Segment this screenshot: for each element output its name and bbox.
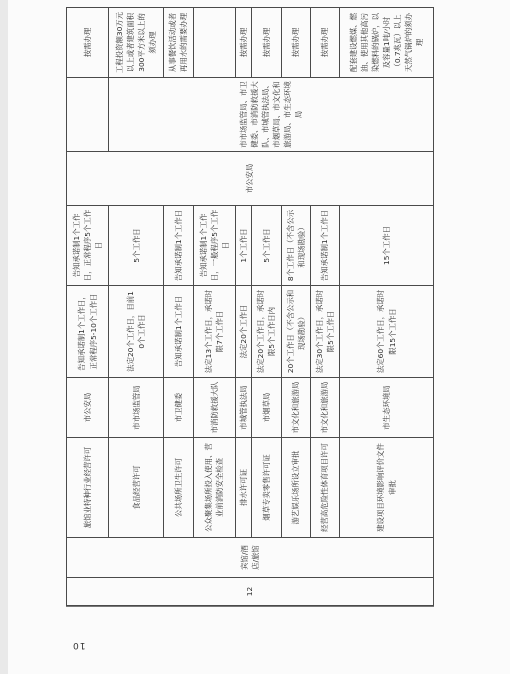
note-cell: 工程投资额30万元以上或者建筑面积300平方米以上的须办理 [109,8,164,78]
note-cell: 按需办理 [252,8,281,78]
page-number: 10 [72,640,86,650]
shared-dept-cell: 市公安局 [67,152,434,206]
fire-cell [67,78,109,152]
dept-cell: 市文化和旅游局 [281,378,310,438]
promise-cell: 8个工作日（不含公示和现场勘验） [281,206,310,286]
statutory-cell: 法定20个工作日，目前10个工作日 [109,286,164,378]
promise-cell: 告知承诺制1个工作日 [164,206,193,286]
page-bottom-rule [66,606,434,607]
statutory-cell: 法定60个工作日，承诺时限15个工作日 [340,286,434,378]
promise-cell: 告知承诺制1个工作日，正常程序5个工作日 [67,206,109,286]
table-row [109,8,164,606]
statutory-cell: 法定20个工作日，承诺时限5个工作日内 [252,286,281,378]
note-cell: 配套建设燃煤、燃油、使用其他高污染燃料的锅炉，以及容量1吨/小时（0.7兆瓦）以上天然气锅炉的须办理 [340,8,434,78]
dept-cell: 市烟草局 [252,378,281,438]
dept-cell: 市市场监管局 [109,378,164,438]
item-cell: 公共场所卫生许可 [164,438,193,538]
item-cell: 经营高危险性体育项目许可 [310,438,339,538]
approval-table [66,7,434,606]
note-cell: 从事餐饮活动或者再用水的需要办理 [164,8,193,78]
note-cell: 按需办理 [235,8,251,78]
item-cell: 食品经营许可 [109,438,164,538]
promise-cell: 告知承诺制1个工作日，一般程序5个工作日 [193,206,235,286]
item-cell: 排水许可证 [235,438,251,538]
note-cell: 按需办理 [67,8,109,78]
statutory-cell: 法定13个工作日，承诺时限7个工作日 [193,286,235,378]
statutory-cell: 法定20个工作日 [235,286,251,378]
table-row [67,8,109,606]
dept-cell: 市公安局 [67,378,109,438]
statutory-cell: 告知承诺制1个工作日 [164,286,193,378]
rotated-table-container [66,8,434,606]
page-edge [0,0,8,674]
promise-cell: 5个工作日 [252,206,281,286]
note-cell: 按需办理 [281,8,310,78]
item-cell: 公众聚集场所投入使用、营业前消防安全检查 [193,438,235,538]
promise-cell: 1个工作日 [235,206,251,286]
promise-cell: 告知承诺制1个工作日 [310,206,339,286]
item-cell: 游艺娱乐场所设立审批 [281,438,310,538]
dept-cell: 市卫健委 [164,378,193,438]
item-cell: 旅馆业特种行业经营许可 [67,438,109,538]
item-cell: 烟草专卖零售许可证 [252,438,281,538]
dept-cell: 市消防救援大队 [193,378,235,438]
dept-cell: 市城管执法局 [235,378,251,438]
promise-cell: 15个工作日 [340,206,434,286]
fire-cell: 市市场监管局、市卫健委、市消防救援大队、市城管执法局、市烟草局、市文化和旅游局、市生态环境局 [109,78,434,152]
note-cell [193,8,235,78]
note-cell: 按需办理 [310,8,339,78]
promise-cell: 5个工作日 [109,206,164,286]
statutory-cell: 法定30个工作日，承诺时限5个工作日 [310,286,339,378]
statutory-cell: 告知承诺制1个工作日，正常程序5-10个工作日 [67,286,109,378]
item-cell: 建设项目环境影响评价文件审批 [340,438,434,538]
seq-cell: 12 [67,578,434,606]
dept-cell: 市文化和旅游局 [310,378,339,438]
category-cell: 宾馆/酒店/旅馆 [67,538,434,578]
statutory-cell: 20个工作日（不含公示和现场勘验） [281,286,310,378]
dept-cell: 市生态环境局 [340,378,434,438]
rotated-table [66,8,434,606]
